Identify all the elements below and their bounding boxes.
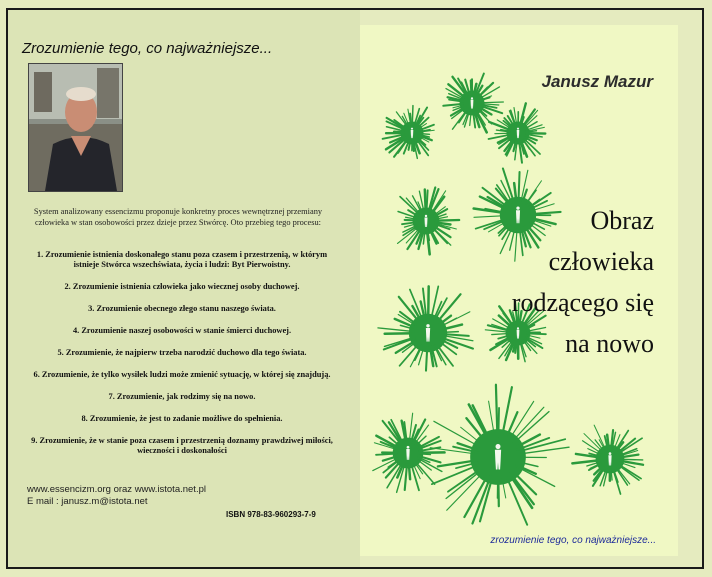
author-photo bbox=[28, 63, 123, 192]
book-title bbox=[440, 200, 654, 364]
isbn-text: ISBN 978-83-960293-7-9 bbox=[226, 510, 316, 519]
splat-figure bbox=[572, 425, 643, 494]
book-title-line: na nowo bbox=[565, 329, 654, 358]
book-title-line: rodzącego się bbox=[511, 288, 654, 317]
list-item: 9. Zrozumienie, że w stanie poza czasem i przestrzenią doznamy prawdziwej miłości, wieczności i doskonałości bbox=[31, 436, 333, 455]
steps-list bbox=[24, 250, 340, 468]
list-item: 3. Zrozumienie obecnego złego stanu naszego świata. bbox=[88, 304, 276, 313]
websites-text: www.essencizm.org oraz www.istota.net.pl bbox=[27, 484, 206, 495]
splat-figure bbox=[430, 385, 569, 525]
list-item: 2. Zrozumienie istnienia człowieka jako wiecznej osoby duchowej. bbox=[64, 282, 300, 291]
book-title-line: Obraz bbox=[590, 206, 654, 235]
splat-figure bbox=[373, 413, 445, 492]
front-cover-tagline: zrozumienie tego, co najważniejsze... bbox=[490, 535, 656, 546]
list-item: 1. Zrozumienie istnienia doskonałego stanu poza czasem i przestrzenią, w którym istnieje Stwórca wszechświata, życia i ludzi: Byt Pierwoistny. bbox=[36, 250, 328, 269]
contact-info bbox=[27, 484, 327, 508]
book-title-line: człowieka bbox=[548, 247, 654, 276]
list-item: 4. Zrozumienie naszej osobowości w stanie śmierci duchowej. bbox=[72, 326, 292, 335]
author-name: Janusz Mazur bbox=[541, 72, 653, 91]
list-item: 5. Zrozumienie, że najpierw trzeba narodzić duchowo dla tego świata. bbox=[57, 348, 307, 357]
list-item: 6. Zrozumienie, że tylko wysiłek ludzi może zmienić sytuację, w której się znajdują. bbox=[33, 370, 331, 379]
list-item: 8. Zrozumienie, że jest to zadanie możliwe do spełnienia. bbox=[81, 414, 283, 423]
list-item: 7. Zrozumienie, jak rodzimy się na nowo. bbox=[108, 392, 256, 401]
back-cover-title: Zrozumienie tego, co najważniejsze... bbox=[22, 40, 273, 57]
splat-figure bbox=[383, 106, 435, 159]
back-cover-description: System analizowany essencizmu proponuje konkretny proces wewnętrznej przemiany człowieka w stan osobowości przez dzieje przez Stwórcę. Oto przebieg tego procesu: bbox=[33, 207, 323, 227]
email-text: E mail : janusz.m@istota.net bbox=[27, 496, 148, 507]
